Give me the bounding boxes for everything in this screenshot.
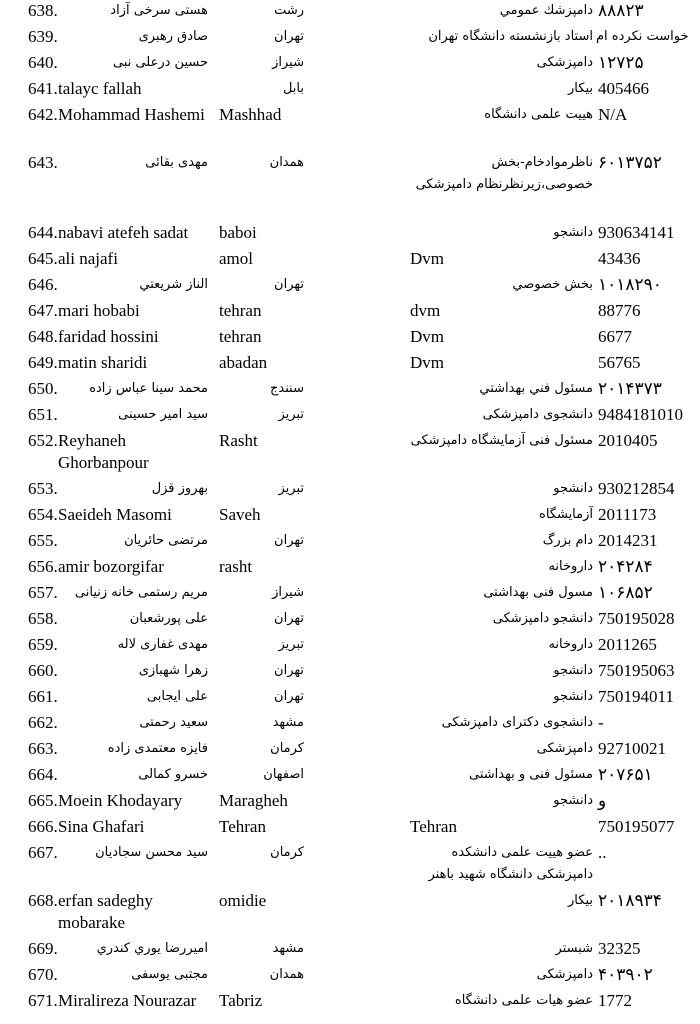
row-code: 930212854 [598,479,675,498]
row-city: شیراز [272,55,304,70]
row-name: زهرا شهبازی [138,663,208,678]
row-code: 750195077 [598,817,675,836]
row-job: دانشجو [553,689,593,704]
row-job: داروخانه [548,637,593,652]
row-city: Tehran [219,817,266,836]
row-num: 654. [28,505,58,524]
row-name: حسین درعلی نبی [112,55,208,70]
row-name: علی پورشعبان [129,611,208,626]
row-num: 652. [28,431,58,450]
row-name: Mohammad Hashemi [58,105,205,124]
row-code: و [598,791,607,810]
row-code: 56765 [598,353,641,372]
row-name: erfan sadeghy mobarake [58,891,153,932]
row-num: 639. [28,27,58,46]
row-code: ٢٠۴٢٨۴ [598,557,653,576]
row-city: تهران [274,689,304,704]
row-name: مهدی غفاری لاله [117,637,208,652]
row-num: 660. [28,661,58,680]
row-num: 659. [28,635,58,654]
row-num: 661. [28,687,58,706]
row-name: محمد سینا عباس زاده [89,381,208,396]
row-city: همدان [269,967,304,982]
row-job: دامپزشکی [536,967,593,982]
row-job: عضو هیات علمی دانشگاه [454,993,593,1008]
row-city: سنندج [270,381,304,396]
row-num: 669. [28,939,58,958]
row-code: 2011173 [598,505,657,524]
row-code: ٢٠٧۶۵١ [598,765,653,784]
row-name: ali najafi [58,249,118,268]
row-city: amol [219,249,253,268]
row-num: 667. [28,843,58,862]
row-job: Dvm [410,249,444,268]
row-job: دامپزشکی [536,55,593,70]
row-name: mari hobabi [58,301,140,320]
row-num: 642. [28,105,58,124]
row-num: 646. [28,275,58,294]
row-job: استاد بازنشسته دانشگاه تهران [428,29,593,44]
row-code: .. [598,843,607,862]
row-num: 638. [28,1,58,20]
row-city: بابل [282,81,304,96]
row-num: 658. [28,609,58,628]
row-job: دامپزشکی [536,741,593,756]
row-job: دانشجو [553,663,593,678]
row-num: 664. [28,765,58,784]
row-job: Tehran [410,817,457,836]
row-job: dvm [410,301,441,320]
row-job: آزمایشگاه [539,507,593,522]
row-city: مشهد [272,715,304,730]
row-job: مسئول فنی آزمایشگاه دامپزشکی [410,433,593,448]
row-num: 668. [28,891,58,910]
row-code: 2014231 [598,531,658,550]
row-num: 656. [28,557,58,576]
row-name: talayc fallah [58,79,142,98]
row-name: سعید رحمتی [139,715,208,730]
row-city: abadan [219,353,268,372]
row-job: ناظرموادخام-بخش خصوصی،زیرنظرنظام دامپزشکی [415,155,593,192]
row-num: 663. [28,739,58,758]
row-code: 32325 [598,939,641,958]
row-city: اصفهان [263,767,304,782]
row-job: شبستر [555,941,593,956]
row-job: دامپزشك عمومي [499,3,593,18]
row-city: مشهد [272,941,304,956]
row-city: omidie [219,891,267,910]
row-city: تهران [274,533,304,548]
row-job: مسول فنی بهداشتی [483,585,593,600]
row-num: 641. [28,79,58,98]
row-code: 750195028 [598,609,675,628]
row-code: ۶٠١٣٧۵٢ [598,153,662,172]
row-name: amir bozorgifar [58,557,164,576]
row-code: 750194011 [598,687,674,706]
row-job: مسئول فنی و بهداشتی [469,767,593,782]
row-name: فایزه معتمدی زاده [107,741,208,756]
row-code: 750195063 [598,661,675,680]
row-job: مسئول فني بهداشتي [479,381,593,396]
row-num: 666. [28,817,58,836]
row-code: ١٢٧٢۵ [598,53,644,72]
row-code: ١٠۶٨۵٢ [598,583,653,602]
row-job: بیکار [568,893,593,908]
row-name: nabavi atefeh sadat [58,223,189,242]
row-code: ٢٠١۴٣٧٣ [598,379,662,398]
row-job: دانشجو [553,225,593,240]
row-city: تبریز [278,637,304,652]
row-city: tehran [219,301,262,320]
row-name: Miralireza Nourazar [58,991,197,1010]
row-city: کرمان [270,741,304,756]
row-city: baboi [219,223,257,242]
row-num: 645. [28,249,58,268]
row-num: 670. [28,965,58,984]
row-code: 2011265 [598,635,657,654]
row-num: 640. [28,53,58,72]
row-num: 647. [28,301,58,320]
row-job: Dvm [410,353,444,372]
row-name: مریم رستمی خانه زنیانی [74,585,208,600]
row-job: دانشجو [553,793,593,808]
row-name: Sina Ghafari [58,817,145,836]
row-name: هستی سرخی آزاد [110,3,208,18]
row-job: Dvm [410,327,444,346]
row-num: 665. [28,791,58,810]
row-name: Saeideh Masomi [58,505,172,524]
row-job: بخش خصوصي [512,277,593,292]
row-city: همدان [269,155,304,170]
row-job: داروخانه [548,559,593,574]
row-job: دام بزرگ [542,533,593,548]
row-city: تهران [274,29,304,44]
row-code: 92710021 [598,739,666,758]
row-name: Moein Khodayary [58,791,183,810]
row-code: ۴٠٣٩٠٢ [598,965,653,984]
row-name: بهروز قزل [151,481,208,496]
row-city: Mashhad [219,105,282,124]
row-name: مهدی بقائی [145,155,208,170]
row-city: کرمان [270,845,304,860]
row-num: 644. [28,223,58,242]
row-num: 671. [28,991,58,1010]
row-code: 2010405 [598,431,658,450]
row-num: 649. [28,353,58,372]
row-city: تهران [274,611,304,626]
row-name: صادق رهبری [138,29,208,44]
row-code: 405466 [598,79,649,98]
row-job: دانشجوی دکترای دامپزشکی [441,715,593,730]
row-city: tehran [219,327,262,346]
row-city: رشت [274,3,304,18]
row-job: دانشجو دامپزشکی [492,611,593,626]
row-code: 88776 [598,301,641,320]
row-name: امیررضا يوري کندري [96,941,208,956]
row-code: 1772 [598,991,632,1010]
row-code: 9484181010 [598,405,683,424]
row-city: شیراز [272,585,304,600]
row-city: تهران [274,663,304,678]
row-code: - [598,713,604,732]
row-name: Reyhaneh Ghorbanpour [58,431,149,472]
row-code: ٨٨٨٢٣ [598,1,644,20]
row-num: 662. [28,713,58,732]
row-city: Tabriz [219,991,263,1010]
row-name: مرتضی حائریان [124,533,208,548]
row-name: الناز شریعتي [139,277,208,292]
row-num: 650. [28,379,58,398]
row-code: 930634141 [598,223,675,242]
row-num: 655. [28,531,58,550]
row-job: بیکار [568,81,593,96]
row-code: ١٠١٨٢٩٠ [598,275,662,294]
row-num: 657. [28,583,58,602]
row-num: 648. [28,327,58,346]
row-city: تبریز [278,407,304,422]
row-city: تهران [274,277,304,292]
row-name: خسرو کمالی [138,767,208,782]
row-job: دانشجو [553,481,593,496]
row-code: N/A [598,105,628,124]
row-name: مجتبی یوسفی [131,967,208,982]
row-name: سید محسن سجادیان [95,845,208,860]
row-num: 643. [28,153,58,172]
row-city: Rasht [219,431,258,450]
row-name: علی ایجابی [146,689,208,704]
row-code: خواست نکرده ام [596,29,689,44]
row-city: Saveh [219,505,261,524]
row-num: 653. [28,479,58,498]
row-city: Maragheh [219,791,288,810]
row-job: عضو هییت علمی دانشکده دامپزشکی دانشگاه شهید باهنر [428,845,593,882]
row-code: 6677 [598,327,632,346]
row-name: faridad hossini [58,327,159,346]
row-num: 651. [28,405,58,424]
row-city: تبریز [278,481,304,496]
row-code: 43436 [598,249,641,268]
row-code: ٢٠١٨٩٣۴ [598,891,662,910]
row-city: rasht [219,557,253,576]
row-job: دانشجوی دامپزشکی [482,407,593,422]
row-name: سید امیر حسینی [118,407,208,422]
row-name: matin sharidi [58,353,148,372]
row-job: هییت علمی دانشگاه [484,107,593,122]
